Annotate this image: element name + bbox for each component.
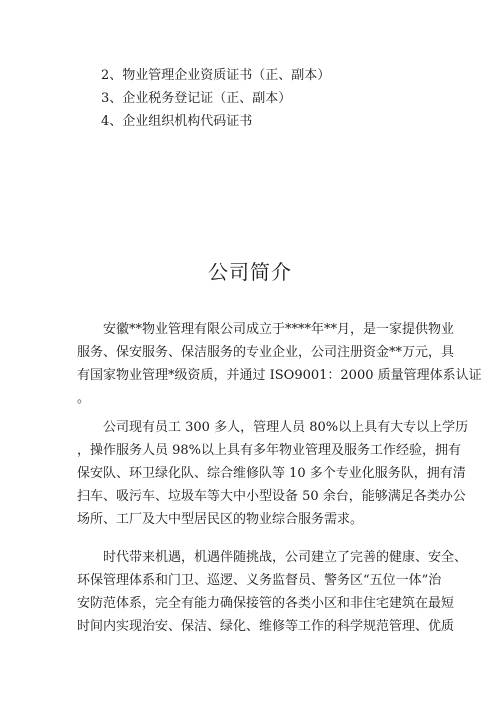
paragraph-line: 有国家物业管理*级资质，并通过 ISO9001：2000 质量管理体系认证: [77, 368, 482, 383]
list-item: 3、企业税务登记证（正、副本）: [101, 91, 292, 106]
list-item: 4、企业组织机构代码证书: [101, 114, 253, 129]
certificate-list: [101, 64, 441, 133]
paragraph-line: 场所、工厂及大中型居民区的物业综合服务需求。: [77, 512, 364, 527]
paragraph-line: 安防范体系，完全有能力确保接管的各类小区和非住宅建筑在最短: [77, 596, 455, 611]
paragraph-line: 环保管理体系和门卫、巡逻、义务监督员、警务区“五位一体”治: [77, 573, 442, 588]
paragraph-company-intro: [77, 318, 482, 410]
paragraph-line: 安徽**物业管理有限公司成立于****年**月，是一家提供物业: [103, 322, 455, 337]
paragraph-line: 时代带来机遇，机遇伴随挑战，公司建立了完善的健康、安全、: [103, 550, 468, 565]
paragraph-line: 服务、保安服务、保洁服务的专业企业，公司注册资金**万元，具: [77, 345, 455, 360]
paragraph-staff: [77, 416, 469, 531]
section-heading: 公司简介: [208, 260, 292, 284]
paragraph-management-system: [77, 546, 468, 638]
paragraph-line: 。: [77, 391, 91, 406]
paragraph-line: 公司现有员工 300 多人，管理人员 80%以上具有大专以上学历: [103, 420, 469, 435]
paragraph-line: 时间内实现治安、保洁、绿化、维修等工作的科学规范管理、优质: [77, 619, 455, 634]
paragraph-line: 保安队、环卫绿化队、综合维修队等 10 多个专业化服务队，拥有清: [77, 466, 466, 481]
paragraph-line: ，操作服务人员 98%以上具有多年物业管理及服务工作经验，拥有: [77, 443, 462, 458]
list-item: 2、物业管理企业资质证书（正、副本）: [101, 68, 331, 83]
paragraph-line: 扫车、吸污车、垃圾车等大中小型设备 50 余台，能够满足各类办公: [77, 489, 466, 504]
